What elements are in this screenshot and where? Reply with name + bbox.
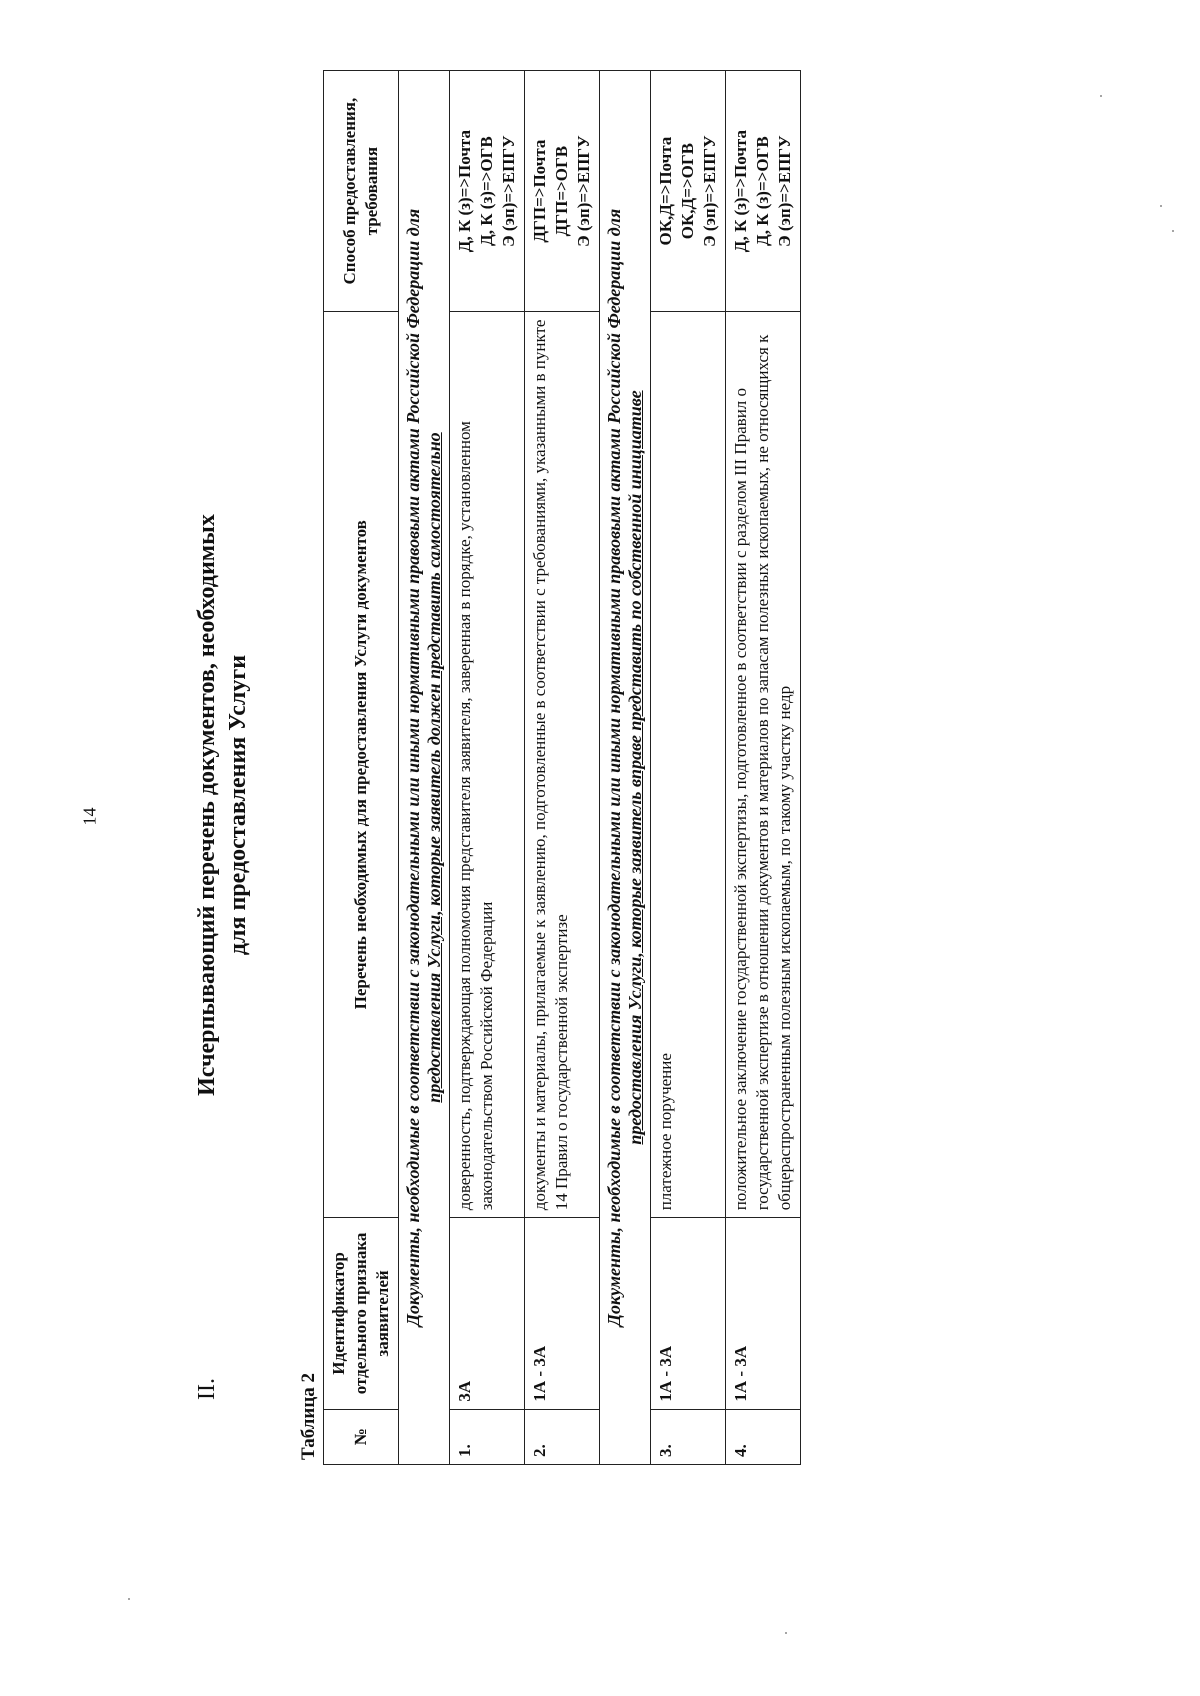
row-document: положительное заключение государственной экспертизы, подготовленное в соответствии с разделом III Правил о государственной экспертизе в отношении документов и материалов по запасам полезных ископаемых, не относящихся к общераспространенным полезным ископаемым, по такому участку недр bbox=[726, 312, 801, 1218]
row-number: 2. bbox=[525, 1409, 600, 1464]
rotated-page-content bbox=[180, 70, 1040, 1540]
section-heading-line-1: Исчерпывающий перечень документов, необходимых bbox=[194, 514, 220, 1096]
scan-speck bbox=[128, 1598, 130, 1600]
group-heading-mandatory-line-1: Документы, необходимые в соответствии с законодательными или иными нормативными правовыми актами Российской Федерации для bbox=[403, 208, 423, 1327]
method-line: Д, К (з)=>ОГВ bbox=[753, 136, 772, 246]
table-row bbox=[726, 71, 801, 1465]
row-number: 1. bbox=[450, 1409, 525, 1464]
row-document: доверенность, подтверждающая полномочия представителя заявителя, заверенная в порядке, установленном законодательством Российской Федерации bbox=[450, 312, 525, 1218]
documents-table bbox=[323, 70, 801, 1465]
row-document: платежное поручение bbox=[651, 312, 726, 1218]
row-method bbox=[450, 71, 525, 312]
row-number: 4. bbox=[726, 1409, 801, 1464]
scan-speck bbox=[1172, 230, 1174, 232]
header-number: № bbox=[324, 1409, 399, 1464]
method-line: Д, К (з)=>Почта bbox=[731, 130, 750, 253]
table-header-row bbox=[324, 71, 399, 1465]
method-line: Э (эп)=>ЕПГУ bbox=[700, 135, 719, 247]
group-heading-optional-line-2: предоставления Услуги, которые заявитель вправе представить по собственной инициативе bbox=[625, 390, 645, 1145]
row-identifier: 1А - 3А bbox=[525, 1218, 600, 1409]
group-row-mandatory bbox=[399, 71, 450, 1465]
table-row bbox=[651, 71, 726, 1465]
page-number: 14 bbox=[79, 807, 100, 826]
method-line: Э (эп)=>ЕПГУ bbox=[574, 135, 593, 247]
method-line: Э (эп)=>ЕПГУ bbox=[775, 135, 794, 247]
row-method bbox=[651, 71, 726, 312]
row-identifier: 1А - 3А bbox=[726, 1218, 801, 1409]
scan-speck bbox=[785, 1632, 787, 1634]
method-line: ДГП=>Почта bbox=[530, 139, 549, 243]
group-heading-optional-line-1: Документы, необходимые в соответствии с законодательными или иными нормативными правовыми актами Российской Федерации для bbox=[604, 208, 624, 1327]
row-number: 3. bbox=[651, 1409, 726, 1464]
group-heading-mandatory bbox=[399, 71, 450, 1465]
section-roman-numeral: II. bbox=[194, 1378, 220, 1400]
row-identifier: 1А - 3А bbox=[651, 1218, 726, 1409]
scan-speck bbox=[1100, 95, 1102, 97]
group-heading-mandatory-line-2: предоставления Услуги, которые заявитель должен представить самостоятельно bbox=[424, 432, 444, 1103]
row-method bbox=[726, 71, 801, 312]
header-identifier: Идентификатор отдельного признака заявителей bbox=[324, 1218, 399, 1409]
method-line: ДГП=>ОГВ bbox=[552, 145, 571, 237]
method-line: ОК,Д=>Почта bbox=[656, 136, 675, 246]
table-row bbox=[450, 71, 525, 1465]
table-row bbox=[525, 71, 600, 1465]
group-row-optional bbox=[600, 71, 651, 1465]
section-heading bbox=[192, 70, 254, 1540]
row-identifier: 3А bbox=[450, 1218, 525, 1409]
row-method bbox=[525, 71, 600, 312]
table-caption: Таблица 2 bbox=[298, 1372, 319, 1460]
scan-speck bbox=[1160, 205, 1162, 207]
method-line: ОК,Д=>ОГВ bbox=[678, 143, 697, 240]
method-line: Э (эп)=>ЕПГУ bbox=[499, 135, 518, 247]
method-line: Д, К (з)=>ОГВ bbox=[477, 136, 496, 246]
header-documents: Перечень необходимых для предоставления Услуги документов bbox=[324, 312, 399, 1218]
group-heading-optional bbox=[600, 71, 651, 1465]
row-document: документы и материалы, прилагаемые к заявлению, подготовленные в соответствии с требованиями, указанными в пункте 14 Правил о государственной экспертизе bbox=[525, 312, 600, 1218]
method-line: Д, К (з)=>Почта bbox=[455, 130, 474, 253]
section-heading-line-2: для предоставления Услуги bbox=[225, 654, 251, 956]
header-method: Способ предоставления, требования bbox=[324, 71, 399, 312]
